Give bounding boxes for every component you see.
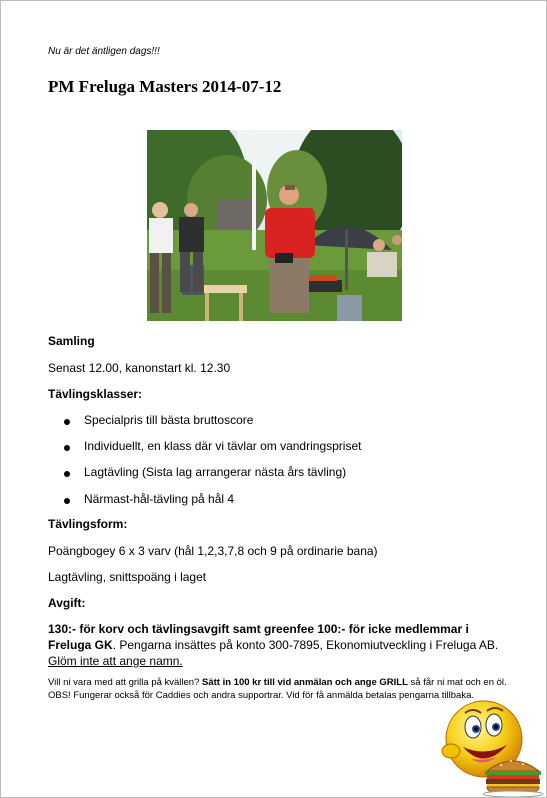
grill-bold: Sätt in 100 kr till vid anmälan och ange GRILL — [202, 677, 408, 688]
form-line-1: Poängbogey 6 x 3 varv (hål 1,2,3,7,8 och 9 på ordinarie bana) — [48, 544, 378, 558]
form-heading: Tävlingsform: — [48, 517, 128, 531]
bullet-icon — [64, 445, 70, 451]
avgift-bold: 130:- för korv och tävlingsavgift samt greenfee 100:- för icke medlemmar i Freluga GK — [48, 622, 469, 652]
klasser-item: Närmast-hål-tävling på hål 4 — [84, 492, 235, 506]
klasser-item: Specialpris till bästa bruttoscore — [84, 413, 254, 427]
event-photo — [147, 130, 402, 321]
klasser-item: Individuellt, en klass där vi tävlar om vandringspriset — [84, 439, 362, 453]
bullet-icon — [64, 419, 70, 425]
samling-heading: Samling — [48, 334, 95, 348]
klasser-heading: Tävlingsklasser: — [48, 387, 143, 401]
form-line-2: Lagtävling, snittspoäng i laget — [48, 570, 207, 584]
page-title: PM Freluga Masters 2014-07-12 — [48, 77, 282, 96]
klasser-item: Lagtävling (Sista lag arrangerar nästa års tävling) — [84, 465, 347, 479]
grill-part-1: Vill ni vara med att grilla på kvällen? — [48, 677, 203, 688]
avgift-heading: Avgift: — [48, 596, 86, 610]
avgift-text — [48, 621, 508, 669]
grill-part-2: så får ni mat och en öl. OBS! Fungerar också för Caddies och andra supportrar. Vid för få anmälda betalas pengarna tillbaka. — [48, 677, 507, 701]
bullet-icon — [64, 498, 70, 504]
bullet-icon — [64, 471, 70, 477]
samling-text: Senast 12.00, kanonstart kl. 12.30 — [48, 361, 231, 375]
smiley-burger-icon — [439, 699, 544, 797]
avgift-reminder: Glöm inte att ange namn. — [48, 654, 183, 668]
intro-text: Nu är det äntligen dags!!! — [48, 46, 160, 57]
avgift-rest: . Pengarna insättes på konto 300-7895, Ekonomiutveckling i Freluga AB. — [112, 638, 499, 652]
